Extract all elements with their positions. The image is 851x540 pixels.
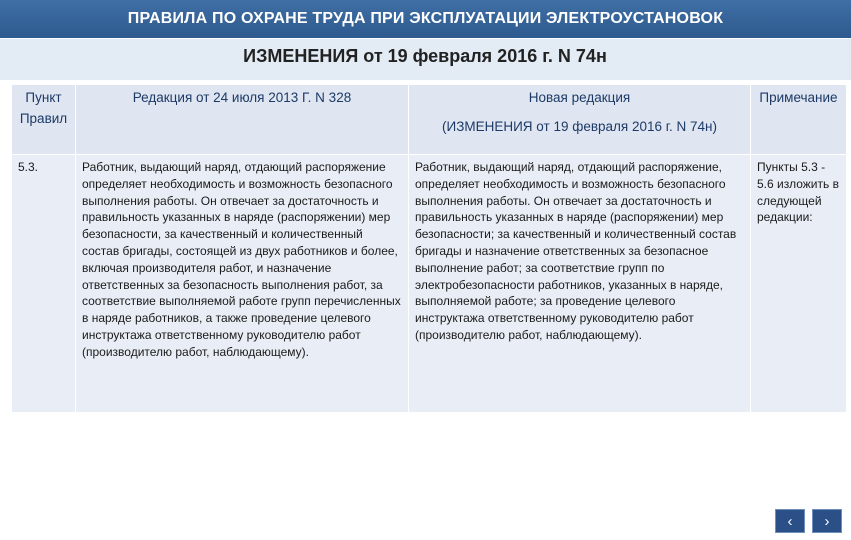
cell-new-text: Работник, выдающий наряд, отдающий распоряжение, определяет необходимость и возможность безопасного выполнения работы. Он отвечает за достаточность и правильность указанных в наряде (распоряжении) мер безопасности; за качественный и количественный состав бригады и назначение ответственных за безопасное выполнение работ; за соответствие групп по электробезопасности работников, указанных в наряде, выполняемой работе; за проведение целевого инструктажа ответственному руководителю работ (производителю работ, наблюдающему). [409,155,751,413]
header-new-edition-source: (ИЗМЕНЕНИЯ от 19 февраля 2016 г. N 74н) [442,119,717,134]
cell-old-text: Работник, выдающий наряд, отдающий распоряжение определяет необходимость и возможность безопасного выполнения работы. Он отвечает за достаточность и правильность указанных в наряде (распоряжении) мер безопасности, за качественный и количественный состав бригады, состоящей из двух работников и более, включая производителя работ, и назначение ответственных за безопасность выполнения работ, за соответствие выполняемой работе групп перечисленных в наряде работников, а также проведение целевого инструктажа ответственному руководителю работ (производителю работ, наблюдающему). [76,155,409,413]
header-new-edition [409,85,751,155]
next-slide-button[interactable] [812,509,842,533]
page-title: ПРАВИЛА ПО ОХРАНЕ ТРУДА ПРИ ЭКСПЛУАТАЦИИ ЭЛЕКТРОУСТАНОВОК [127,10,724,27]
page-subtitle: ИЗМЕНЕНИЯ от 19 февраля 2016 г. N 74н [243,46,607,66]
chevron-right-icon: › [824,512,830,530]
header-point: Пункт Правил [12,85,76,155]
table-header-row [12,85,847,155]
header-old-edition: Редакция от 24 июля 2013 Г. N 328 [76,85,409,155]
changes-table [11,84,847,413]
header-new-edition-title: Новая редакция [528,90,631,105]
page-title-bar [0,0,851,38]
header-note: Примечание [751,85,847,155]
table-row [12,155,847,413]
cell-point: 5.3. [12,155,76,413]
chevron-left-icon: ‹ [787,512,793,530]
previous-slide-button[interactable] [775,509,805,533]
cell-note: Пункты 5.3 - 5.6 изложить в следующей редакции: [751,155,847,413]
